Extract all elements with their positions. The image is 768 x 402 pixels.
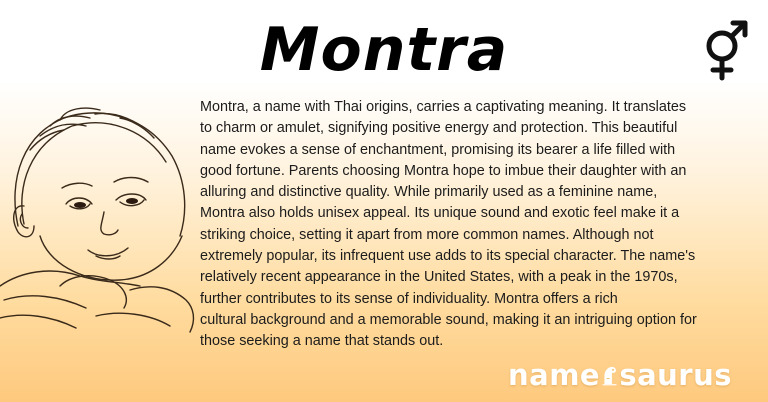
unisex-gender-symbol-icon xyxy=(700,18,756,82)
dinosaur-mascot-icon xyxy=(601,357,618,393)
name-title: Montra xyxy=(259,15,509,85)
namesaurus-logo xyxy=(508,355,732,395)
name-description xyxy=(200,97,700,353)
description-line: Montra also holds unisex appeal. Its unique sound and exotic feel make it a xyxy=(200,205,680,222)
logo-text-saurus: saurus xyxy=(619,358,732,392)
description-line: name evokes a sense of enchantment, promising its bearer a life filled with xyxy=(200,141,676,158)
description-line: striking choice, setting it apart from more common names. Although not xyxy=(200,226,654,243)
description-line: those seeking a name that stands out. xyxy=(200,333,444,350)
description-line: to charm or amulet, signifying positive energy and protection. This beautiful xyxy=(200,120,678,137)
description-line: cultural background and a memorable sound, making it an intriguing option for xyxy=(200,311,697,328)
description-line: alluring and distinctive quality. While primarily used as a feminine name, xyxy=(200,184,658,201)
logo-text-name: name xyxy=(508,358,601,392)
description-line: further contributes to its sense of individuality. Montra offers a rich xyxy=(200,290,618,307)
description-line: relatively recent appearance in the United States, with a peak in the 1970s, xyxy=(200,269,678,286)
description-line: good fortune. Parents choosing Montra hope to imbue their daughter with an xyxy=(200,162,687,179)
description-line: Montra, a name with Thai origins, carries a captivating meaning. It translates xyxy=(200,99,687,115)
baby-sketch-illustration xyxy=(0,86,200,334)
description-line: extremely popular, its infrequent use adds to its special character. The name's xyxy=(200,248,696,265)
